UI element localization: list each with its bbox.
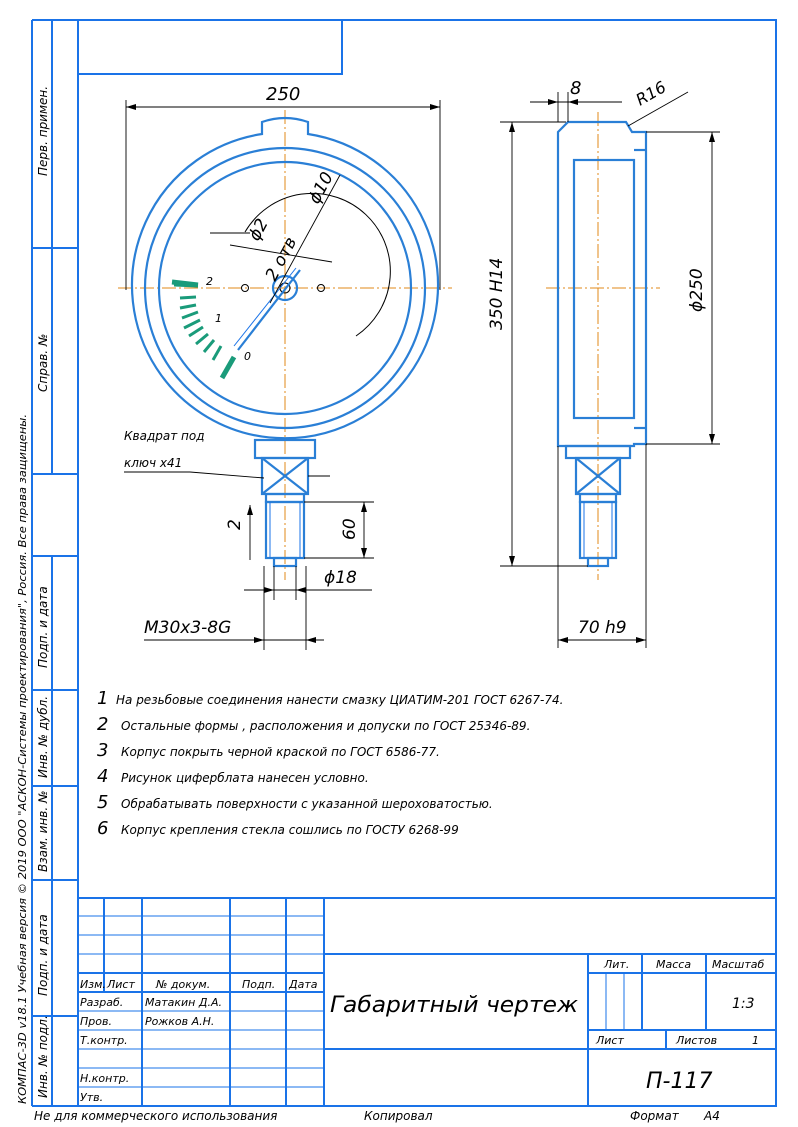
scale-label-1: 1 — [215, 312, 222, 325]
side-label-podp-data-2: Подп. и дата — [36, 914, 50, 996]
scale-max-mark — [172, 282, 198, 285]
dim-thread: M30x3-8G — [144, 618, 232, 638]
note-2-text: Остальные формы , расположения и допуски по ГОСТ 25346-89. — [121, 719, 531, 733]
listov-value: 1 — [752, 1034, 759, 1047]
lit-label: Лит. — [604, 958, 630, 971]
note-1-num: 1 — [97, 688, 109, 709]
list-label: Лист — [596, 1034, 624, 1047]
dim-60: 60 — [340, 518, 360, 540]
dim-d2: ϕ2 — [244, 215, 273, 245]
dim-width-250: 250 — [266, 84, 301, 105]
note-1-text: На резьбовые соединения нанести смазку ЦИАТИМ-201 ГОСТ 6267-74. — [116, 693, 564, 707]
hdr-podp: Подп. — [242, 978, 276, 991]
hdr-izm: Изм. — [80, 978, 106, 991]
side-label-sprav: Справ. № — [36, 333, 50, 392]
drawing-title: Габаритный чертеж — [330, 993, 579, 1018]
massa-label: Масса — [656, 958, 692, 971]
designation: П-117 — [646, 1069, 713, 1094]
format-label: Формат — [630, 1109, 679, 1123]
noncommercial-text: Не для коммерческого использования — [34, 1109, 278, 1123]
scale-value: 1:3 — [732, 996, 755, 1012]
side-label-podp-data-1: Подп. и дата — [36, 586, 50, 668]
side-dimensions — [487, 77, 720, 648]
key-label-1: Квадрат под — [124, 429, 205, 443]
note-5-num: 5 — [97, 792, 109, 813]
scale-label-2: 2 — [206, 275, 213, 288]
hdr-data: Дата — [289, 978, 318, 991]
note-5-text: Обрабатывать поверхности с указанной шероховатостью. — [121, 797, 493, 811]
side-window — [574, 160, 634, 418]
razrab-label: Разраб. — [80, 996, 124, 1009]
razrab-name: Матакин Д.А. — [145, 996, 222, 1009]
dim-2: 2 — [225, 519, 245, 530]
top-left-stamp — [78, 20, 342, 74]
technical-notes — [97, 688, 563, 839]
side-label-perv-primen: Перв. примен. — [36, 85, 50, 176]
dim-d250: ϕ250 — [687, 268, 707, 312]
note-3-num: 3 — [97, 740, 109, 761]
note-4-num: 4 — [97, 766, 109, 787]
dim-w70: 70 h9 — [578, 618, 627, 638]
prov-label: Пров. — [80, 1015, 112, 1028]
listov-label: Листов — [676, 1034, 718, 1047]
tkontr-label: Т.контр. — [80, 1034, 128, 1047]
dim-d10: ϕ10 — [304, 168, 338, 208]
prov-name: Рожков А.Н. — [145, 1015, 215, 1028]
nkontr-label: Н.контр. — [80, 1072, 130, 1085]
side-label-vzam-inv: Взам. инв. № — [36, 790, 50, 872]
key-label-2: ключ x41 — [124, 456, 183, 470]
dim-d18: ϕ18 — [324, 568, 357, 588]
scale-zero-mark — [222, 357, 234, 378]
side-body — [558, 122, 646, 446]
dim-350: 350 H14 — [487, 257, 507, 330]
copyright-text: КОМПАС-3D v18.1 Учебная версия © 2019 ООО "АСКОН-Системы проектирования", Россия. Все права защищены. — [16, 441, 29, 1104]
note-2-num: 2 — [97, 714, 109, 735]
side-view — [546, 112, 660, 580]
masshtab-label: Масштаб — [712, 958, 765, 971]
dim-thickness-8: 8 — [570, 78, 582, 99]
dim-2-otv: 2 отв — [261, 233, 302, 285]
hdr-list: Лист — [107, 978, 135, 991]
note-3-text: Корпус покрыть черной краской по ГОСТ 6586-77. — [121, 745, 440, 759]
pointer-needle — [238, 270, 300, 350]
inner-frame — [78, 20, 776, 1106]
front-view — [118, 110, 452, 580]
note-4-text: Рисунок циферблата нанесен условно. — [121, 771, 369, 785]
kopiroval-text: Копировал — [364, 1109, 433, 1123]
side-label-inv-dubl: Инв. № дубл. — [36, 695, 50, 778]
dim-r16: R16 — [632, 77, 670, 110]
title-block — [78, 898, 776, 1106]
note-6-num: 6 — [97, 818, 109, 839]
format-value: А4 — [704, 1109, 720, 1123]
side-label-inv-podl: Инв. № подл. — [36, 1015, 50, 1098]
dial-scale — [174, 285, 221, 360]
scale-label-0: 0 — [244, 350, 251, 363]
hdr-docum: № докум. — [156, 978, 211, 991]
note-6-text: Корпус крепления стекла сошлись по ГОСТУ 6268-99 — [121, 823, 459, 837]
utv-label: Утв. — [80, 1091, 104, 1104]
